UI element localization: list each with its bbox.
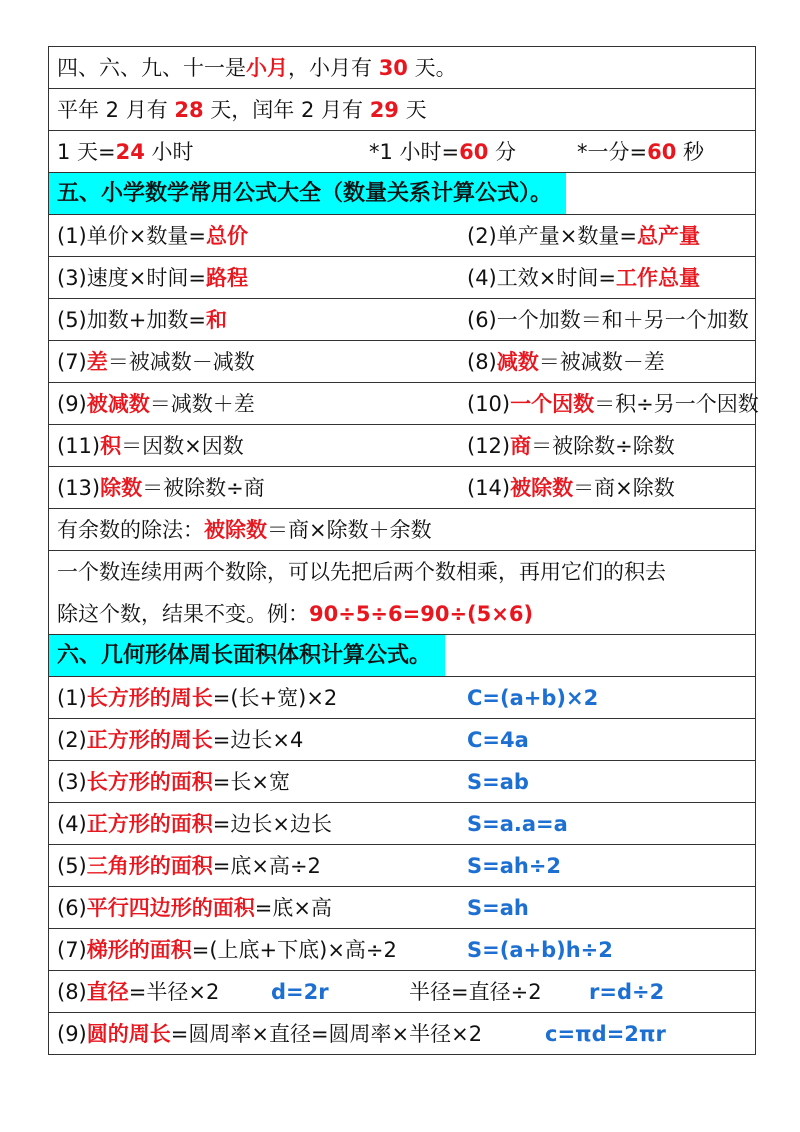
february-text: 平年 2 月有 28 天，闰年 2 月有 29 天 — [57, 98, 427, 122]
division-rule-line2: 除这个数，结果不变。例：90÷5÷6=90÷(5×6) — [57, 602, 534, 626]
geometry-row — [49, 845, 755, 887]
geometry-row — [49, 677, 755, 719]
formula-left: (13)除数＝被除数÷商 — [57, 476, 265, 500]
formula-right: (14)被除数＝商×除数 — [467, 476, 675, 500]
geometry-row — [49, 761, 755, 803]
formula-right: (10)一个因数＝积÷另一个因数 — [467, 392, 759, 416]
circle-formula: (9)圆的周长=圆周率×直径=圆周率×半径×2 — [57, 1022, 483, 1046]
geometry-formula: (5)三角形的面积=底×高÷2 — [57, 854, 321, 878]
radius-formula: 半径=直径÷2 — [409, 980, 542, 1004]
remainder-text: 有余数的除法：被除数＝商×除数＋余数 — [57, 518, 432, 542]
geometry-symbol: S=ab — [467, 770, 529, 794]
radius-symbol: r=d÷2 — [589, 980, 665, 1004]
row-small-months — [49, 47, 755, 89]
division-rule-line1: 一个数连续用两个数除，可以先把后两个数相乘，再用它们的积去 — [57, 560, 666, 584]
circle-symbol: c=πd=2πr — [545, 1022, 666, 1046]
geometry-symbol: S=ah — [467, 896, 529, 920]
day-hours: 1 天=24 小时 — [57, 140, 194, 164]
row-circle-perimeter — [49, 1013, 755, 1055]
geometry-row — [49, 719, 755, 761]
row-remainder-division — [49, 509, 755, 551]
formula-row — [49, 467, 755, 509]
formula-right: (2)单产量×数量=总产量 — [467, 224, 700, 248]
diameter-formula: (8)直径=半径×2 — [57, 980, 220, 1004]
geometry-symbol: C=4a — [467, 728, 529, 752]
formula-right: (8)减数＝被减数－差 — [467, 350, 665, 374]
formula-left: (7)差＝被减数－减数 — [57, 350, 255, 374]
section5-heading: 五、小学数学常用公式大全（数量关系计算公式）。 — [49, 173, 566, 214]
formula-left: (3)速度×时间=路程 — [57, 266, 248, 290]
formula-left: (1)单价×数量=总价 — [57, 224, 248, 248]
formula-row — [49, 215, 755, 257]
geometry-formula: (2)正方形的周长=边长×4 — [57, 728, 304, 752]
row-division-rule — [49, 551, 755, 635]
geometry-formula: (7)梯形的面积=(上底+下底)×高÷2 — [57, 938, 397, 962]
geometry-formula: (3)长方形的面积=长×宽 — [57, 770, 290, 794]
formula-left: (9)被减数＝减数＋差 — [57, 392, 255, 416]
formula-right: (6)一个加数＝和＋另一个加数 — [467, 308, 749, 332]
row-time-units — [49, 131, 755, 173]
minute-seconds: *一分=60 秒 — [577, 140, 705, 164]
formula-left: (11)积＝因数×因数 — [57, 434, 244, 458]
row-february — [49, 89, 755, 131]
geometry-row — [49, 887, 755, 929]
hour-minutes: *1 小时=60 分 — [369, 140, 517, 164]
section6-heading: 六、几何形体周长面积体积计算公式。 — [49, 635, 445, 676]
formula-row — [49, 383, 759, 425]
geometry-symbol: S=a.a=a — [467, 812, 568, 836]
formula-left: (5)加数+加数=和 — [57, 308, 227, 332]
formula-right: (4)工效×时间=工作总量 — [467, 266, 700, 290]
row-diameter — [49, 971, 755, 1013]
small-months-text: 四、六、九、十一是小月，小月有 30 天。 — [57, 56, 457, 80]
geometry-row — [49, 803, 755, 845]
diameter-symbol: d=2r — [271, 980, 329, 1004]
formula-right: (12)商＝被除数÷除数 — [467, 434, 675, 458]
geometry-formula: (6)平行四边形的面积=底×高 — [57, 896, 332, 920]
row-section5-title — [49, 173, 755, 215]
formula-row — [49, 299, 755, 341]
formula-table — [48, 46, 759, 1055]
formula-row — [49, 425, 755, 467]
geometry-symbol: S=(a+b)h÷2 — [467, 938, 613, 962]
formula-row — [49, 341, 755, 383]
geometry-formula: (1)长方形的周长=(长+宽)×2 — [57, 686, 338, 710]
formula-row — [49, 257, 755, 299]
geometry-row — [49, 929, 755, 971]
geometry-formula: (4)正方形的面积=边长×边长 — [57, 812, 332, 836]
geometry-symbol: C=(a+b)×2 — [467, 686, 599, 710]
geometry-symbol: S=ah÷2 — [467, 854, 562, 878]
row-section6-title — [49, 635, 755, 677]
